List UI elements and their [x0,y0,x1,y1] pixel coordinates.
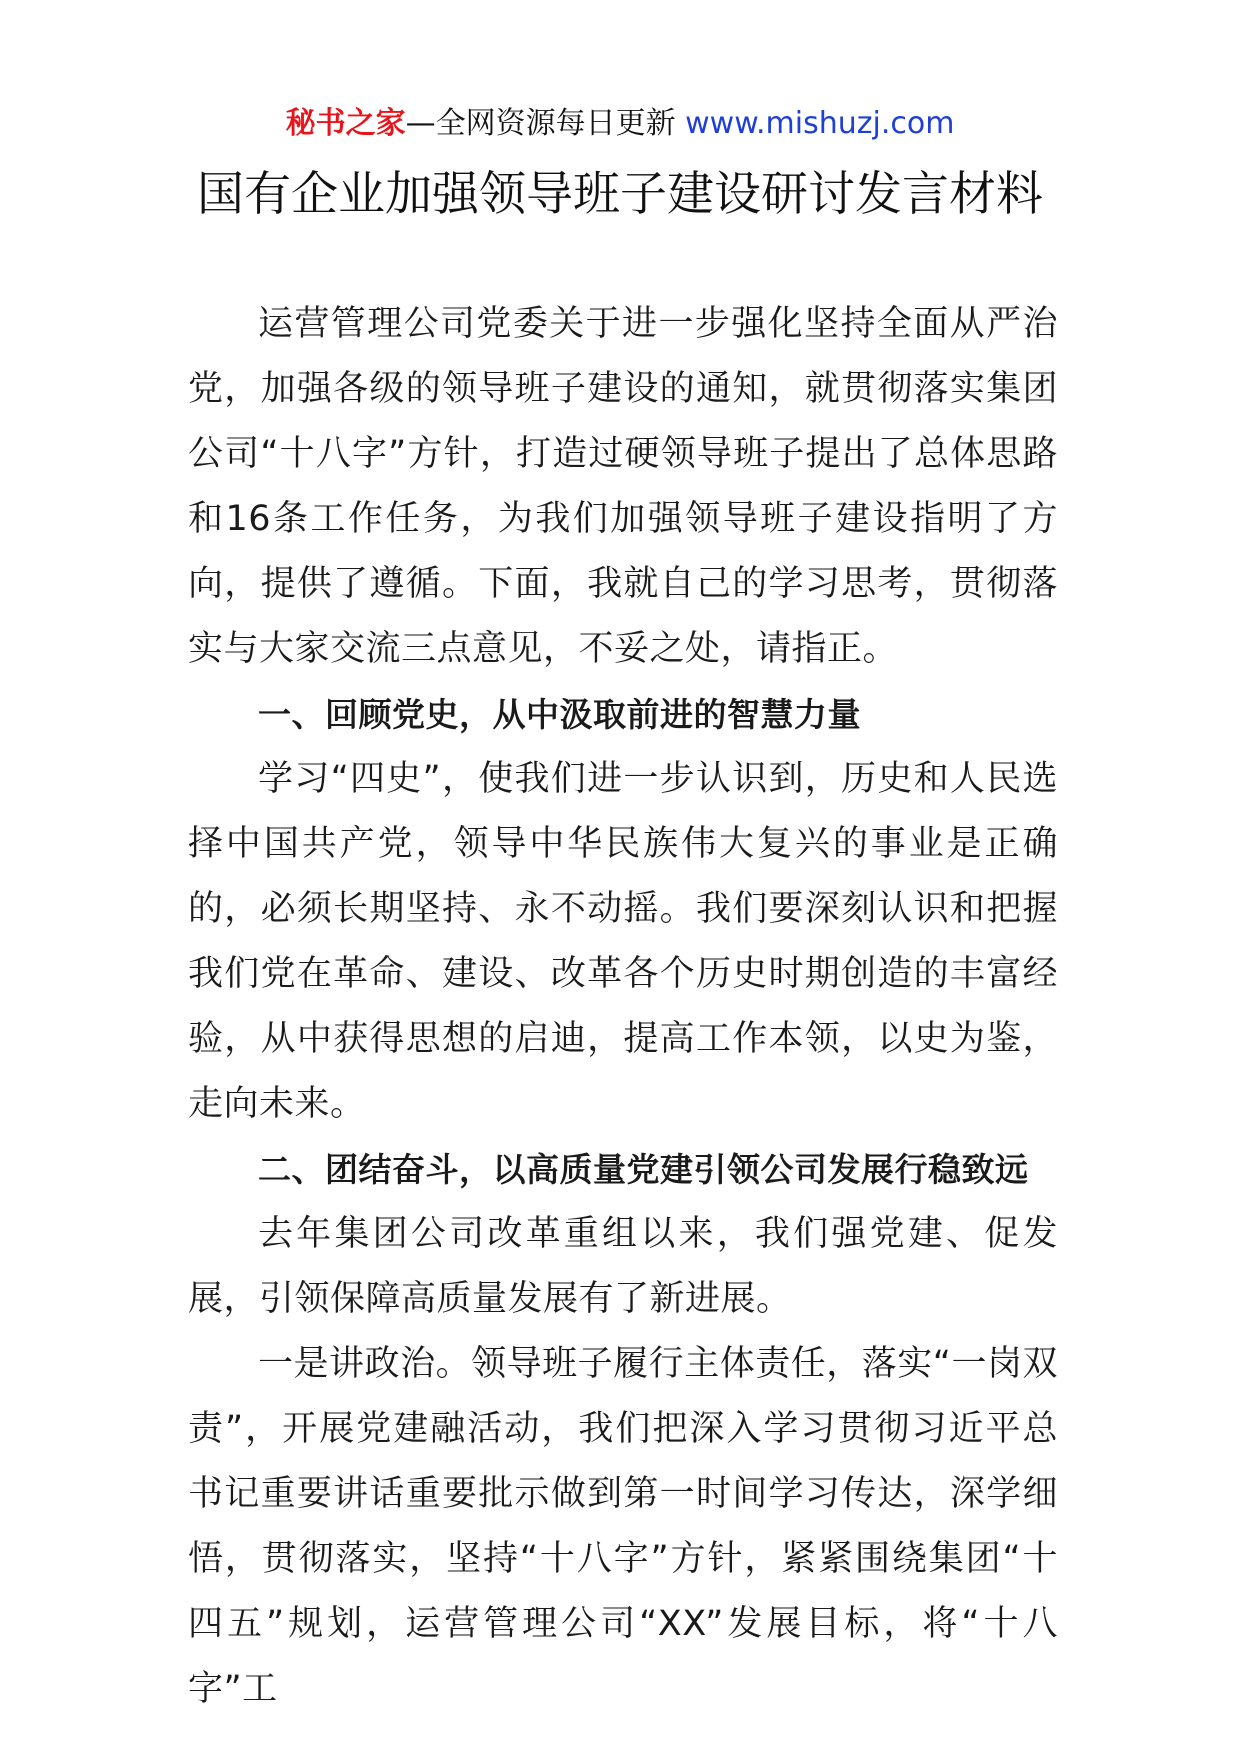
paragraph-progress: 去年集团公司改革重组以来，我们强党建、促发展，引领保障高质量发展有了新进展。 [188,1214,1058,1319]
paragraph-intro: 运营管理公司党委关于进一步强化坚持全面从严治党，加强各级的领导班子建设的通知，就贯彻落实集团公司“十八字”方针，打造过硬领导班子提出了总体思路和16条工作任务，为我们加强领导班子建设指明了方向，提供了遵循。下面，我就自己的学习思考，贯彻落实与大家交流三点意见，不妥之处，请指正。 [188,304,1058,669]
section-heading-1: 一、回顾党史，从中汲取前进的智慧力量 [258,695,861,734]
paragraph-history: 学习“四史”，使我们进一步认识到，历史和人民选择中国共产党，领导中华民族伟大复兴的事业是正确的，必须长期坚持、永不动摇。我们要深刻认识和把握我们党在革命、建设、改革各个历史时期创造的丰富经验，从中获得思想的启迪，提高工作本领，以史为鉴，走向未来。 [188,759,1058,1124]
document-body [188,292,1058,1722]
site-header [0,104,1240,144]
paragraph-politics: 一是讲政治。领导班子履行主体责任，落实“一岗双责”，开展党建融活动，我们把深入学习贯彻习近平总书记重要讲话重要批示做到第一时间学习传达，深学细悟，贯彻落实，坚持“十八字”方针，紧紧围绕集团“十四五”规划，运营管理公司“XX”发展目标，将“十八字”工 [188,1344,1058,1709]
section-heading-2: 二、团结奋斗，以高质量党建引领公司发展行稳致远 [258,1150,1029,1189]
document-title: 国有企业加强领导班子建设研讨发言材料 [197,167,1043,222]
header-tagline: —全网资源每日更新 [405,106,676,141]
brand-name: 秘书之家 [285,106,406,141]
site-url[interactable]: www.mishuzj.com [685,106,955,141]
